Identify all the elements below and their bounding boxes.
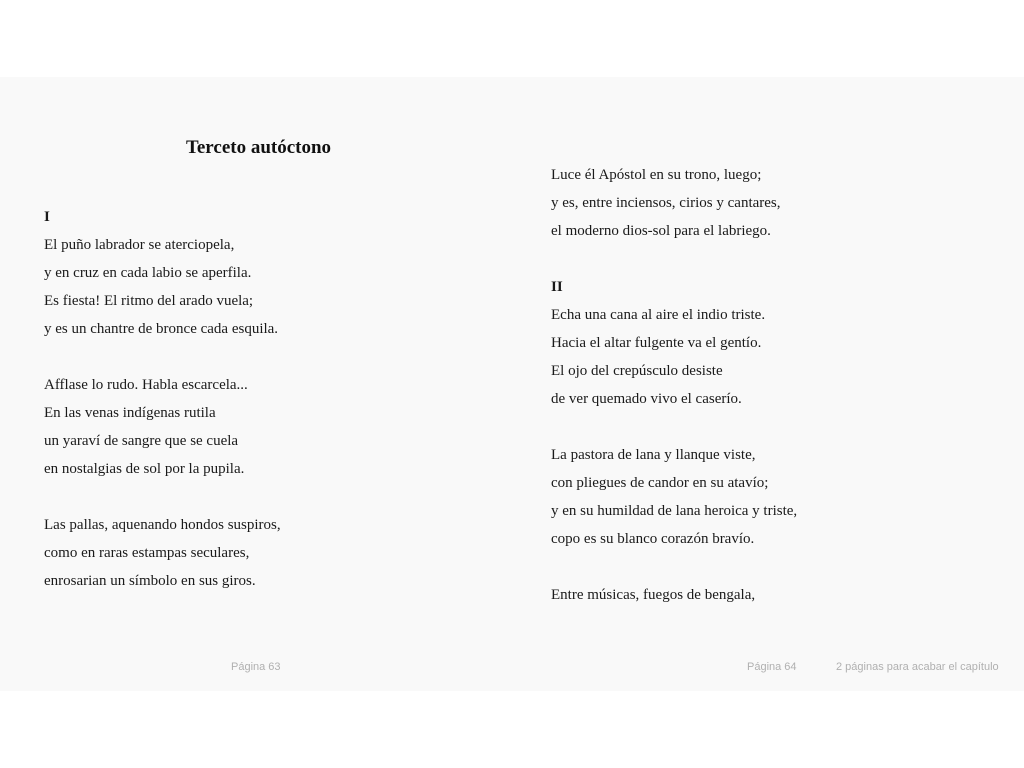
left-page[interactable] xyxy=(0,77,512,691)
verse-line: un yaraví de sangre que se cuela xyxy=(44,433,239,449)
verse-line: de ver quemado vivo el caserío. xyxy=(551,391,742,407)
verse-line: Las pallas, aquenando hondos suspiros, xyxy=(44,517,281,533)
stanza-gap xyxy=(551,553,797,581)
verse-line: Afflase lo rudo. Habla escarcela... xyxy=(44,377,248,393)
verse-line: en nostalgias de sol por la pupila. xyxy=(44,461,245,477)
verse-line: En las venas indígenas rutila xyxy=(44,405,216,421)
stanza-gap xyxy=(44,343,281,371)
verse-line: La pastora de lana y llanque viste, xyxy=(551,447,756,463)
verse-line: Luce él Apóstol en su trono, luego; xyxy=(551,167,762,183)
verse-line: Entre músicas, fuegos de bengala, xyxy=(551,587,756,603)
verse-line: con pliegues de candor en su atavío; xyxy=(551,475,769,491)
page-number-right: Página 64 xyxy=(747,661,797,673)
stanza-gap xyxy=(551,245,797,273)
stanza-gap xyxy=(44,483,281,511)
section-heading-i: I xyxy=(44,209,50,225)
verse-line: como en raras estampas seculares, xyxy=(44,545,250,561)
verse-line: enrosarian un símbolo en sus giros. xyxy=(44,573,256,589)
verse-line: El ojo del crepúsculo desiste xyxy=(551,363,723,379)
left-text-block xyxy=(44,203,281,595)
verse-line: El puño labrador se aterciopela, xyxy=(44,237,235,253)
verse-line: Es fiesta! El ritmo del arado vuela; xyxy=(44,293,254,309)
stanza-gap xyxy=(551,413,797,441)
chapter-progress-text: 2 páginas para acabar el capítulo xyxy=(836,661,999,673)
right-text-block xyxy=(551,161,797,609)
verse-line: el moderno dios-sol para el labriego. xyxy=(551,223,771,239)
page-number-left: Página 63 xyxy=(231,661,281,673)
right-page[interactable] xyxy=(512,77,1024,691)
verse-line: y en cruz en cada labio se aperfila. xyxy=(44,265,252,281)
verse-line: y es un chantre de bronce cada esquila. xyxy=(44,321,279,337)
book-viewport[interactable] xyxy=(0,77,1024,691)
verse-line: y en su humildad de lana heroica y triste, xyxy=(551,503,798,519)
chapter-title: Terceto autóctono xyxy=(185,137,332,158)
verse-line: y es, entre inciensos, cirios y cantares, xyxy=(551,195,781,211)
verse-line: Echa una cana al aire el indio triste. xyxy=(551,307,766,323)
verse-line: Hacia el altar fulgente va el gentío. xyxy=(551,335,762,351)
verse-line: copo es su blanco corazón bravío. xyxy=(551,531,755,547)
section-heading-ii: II xyxy=(551,279,563,295)
